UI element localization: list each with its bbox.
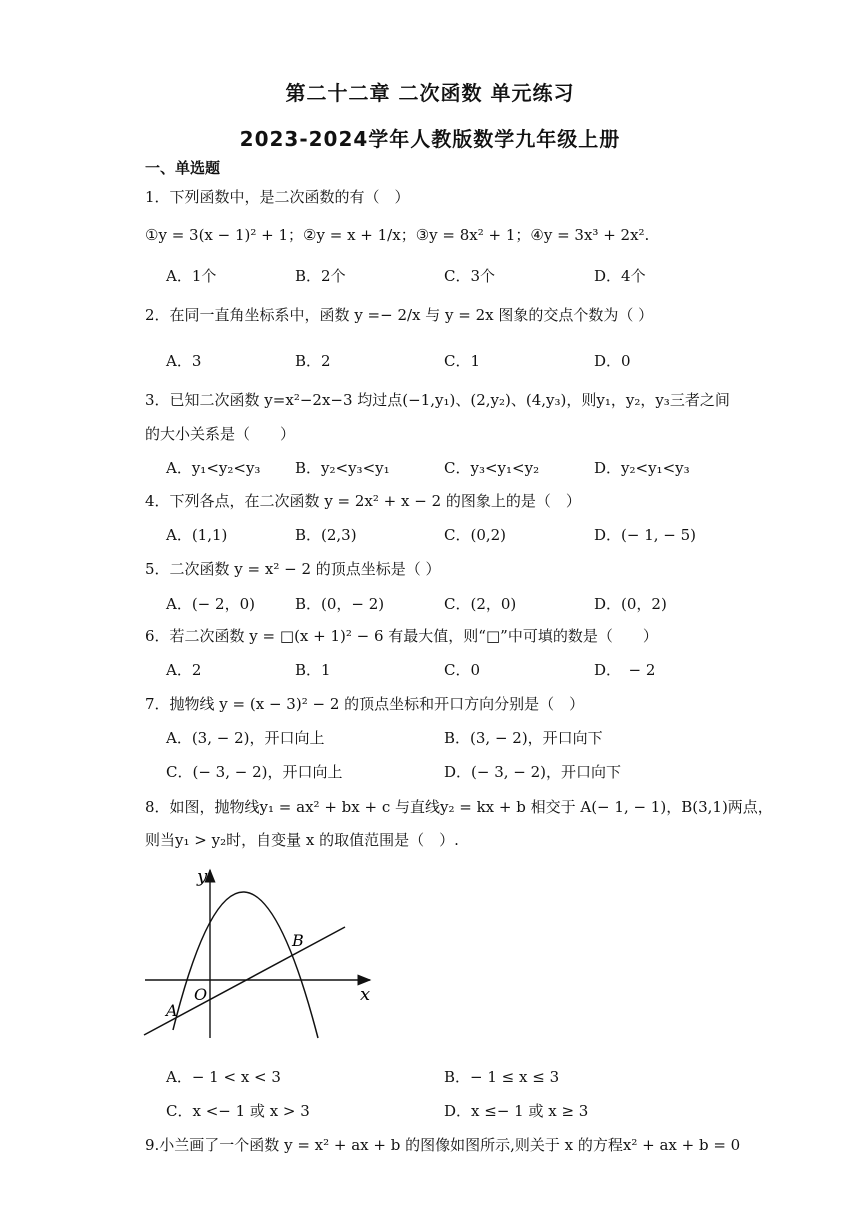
question-8-option-b[interactable]: B．− 1 ≤ x ≤ 3 bbox=[444, 1068, 560, 1086]
question-2-option-c[interactable]: C．1 bbox=[444, 352, 481, 370]
question-5-option-b[interactable]: B．(0，− 2) bbox=[295, 595, 385, 613]
question-2-option-b[interactable]: B．2 bbox=[295, 352, 331, 370]
question-2-stem: 2．在同一直角坐标系中，函数 y =− 2/x 与 y = 2x 图象的交点个数为（ ） bbox=[145, 306, 654, 324]
point-a-label: A bbox=[166, 1001, 178, 1020]
question-6-option-b[interactable]: B．1 bbox=[295, 661, 331, 679]
question-8-option-a[interactable]: A．− 1 < x < 3 bbox=[166, 1068, 281, 1086]
question-1-option-b[interactable]: B．2个 bbox=[295, 267, 346, 285]
point-b-label: B bbox=[292, 931, 304, 950]
parabola-curve bbox=[173, 892, 318, 1038]
question-7-option-a[interactable]: A．(3, − 2)，开口向上 bbox=[166, 729, 325, 747]
origin-label: O bbox=[194, 985, 208, 1004]
question-2-option-d[interactable]: D．0 bbox=[594, 352, 631, 370]
question-4-option-b[interactable]: B．(2,3) bbox=[295, 526, 357, 544]
question-8-stem-continued: 则当y₁ > y₂时，自变量 x 的取值范围是（ ）. bbox=[145, 831, 459, 849]
question-2-option-a[interactable]: A．3 bbox=[166, 352, 202, 370]
question-1-detail: ①y = 3(x − 1)² + 1；②y = x + 1/x；③y = 8x² + 1；④y = 3x³ + 2x². bbox=[145, 226, 650, 244]
page-subtitle: 2023-2024学年人教版数学九年级上册 bbox=[239, 127, 621, 151]
question-8-figure bbox=[140, 860, 380, 1050]
question-4-option-a[interactable]: A．(1,1) bbox=[166, 526, 228, 544]
question-3-option-b[interactable]: B．y₂<y₃<y₁ bbox=[295, 459, 390, 477]
question-9-stem: 9.小兰画了一个函数 y = x² + ax + b 的图像如图所示,则关于 x 的方程x² + ax + b = 0 bbox=[145, 1136, 741, 1154]
question-3-option-d[interactable]: D．y₂<y₁<y₃ bbox=[594, 459, 690, 477]
page-title: 第二十二章 二次函数 单元练习 bbox=[285, 81, 575, 105]
question-8-stem: 8．如图，抛物线y₁ = ax² + bx + c 与直线y₂ = kx + b 相交于 A(− 1, − 1)，B(3,1)两点， bbox=[145, 798, 773, 816]
question-7-option-d[interactable]: D．(− 3, − 2)，开口向下 bbox=[444, 763, 622, 781]
question-3-stem: 3．已知二次函数 y=x²−2x−3 均过点(−1,y₁)、(2,y₂)、(4,y₃)，则y₁，y₂，y₃三者之间 bbox=[145, 391, 730, 409]
section-heading: 一、单选题 bbox=[145, 159, 221, 177]
question-3-option-a[interactable]: A．y₁<y₂<y₃ bbox=[166, 459, 261, 477]
question-1-stem: 1．下列函数中，是二次函数的有（ ） bbox=[145, 188, 410, 206]
x-axis-label: x bbox=[360, 984, 371, 1005]
question-6-option-d[interactable]: D． − 2 bbox=[594, 661, 656, 679]
question-1-option-c[interactable]: C．3个 bbox=[444, 267, 496, 285]
question-4-option-c[interactable]: C．(0,2) bbox=[444, 526, 507, 544]
question-8-option-c[interactable]: C．x <− 1 或 x > 3 bbox=[166, 1102, 310, 1120]
question-7-stem: 7．抛物线 y = (x − 3)² − 2 的顶点坐标和开口方向分别是（ ） bbox=[145, 695, 585, 713]
question-7-option-c[interactable]: C．(− 3, − 2)，开口向上 bbox=[166, 763, 343, 781]
question-5-option-c[interactable]: C．(2，0) bbox=[444, 595, 517, 613]
question-3-stem-continued: 的大小关系是（ ） bbox=[145, 425, 296, 443]
question-6-option-c[interactable]: C．0 bbox=[444, 661, 481, 679]
question-8-option-d[interactable]: D．x ≤− 1 或 x ≥ 3 bbox=[444, 1102, 589, 1120]
question-4-option-d[interactable]: D．(− 1, − 5) bbox=[594, 526, 697, 544]
question-7-option-b[interactable]: B．(3, − 2)，开口向下 bbox=[444, 729, 603, 747]
question-6-option-a[interactable]: A．2 bbox=[166, 661, 202, 679]
question-3-option-c[interactable]: C．y₃<y₁<y₂ bbox=[444, 459, 540, 477]
question-1-option-d[interactable]: D．4个 bbox=[594, 267, 646, 285]
question-6-stem: 6．若二次函数 y = □(x + 1)² − 6 有最大值，则“□”中可填的数是（ ） bbox=[145, 627, 658, 645]
question-1-option-a[interactable]: A．1个 bbox=[166, 267, 217, 285]
question-4-stem: 4．下列各点，在二次函数 y = 2x² + x − 2 的图象上的是（ ） bbox=[145, 492, 581, 510]
question-5-option-d[interactable]: D．(0，2) bbox=[594, 595, 667, 613]
question-5-option-a[interactable]: A．(− 2，0) bbox=[166, 595, 255, 613]
y-axis-label: y bbox=[197, 866, 208, 887]
parabola-line-graph bbox=[140, 860, 380, 1050]
question-5-stem: 5．二次函数 y = x² − 2 的顶点坐标是（ ） bbox=[145, 560, 441, 578]
